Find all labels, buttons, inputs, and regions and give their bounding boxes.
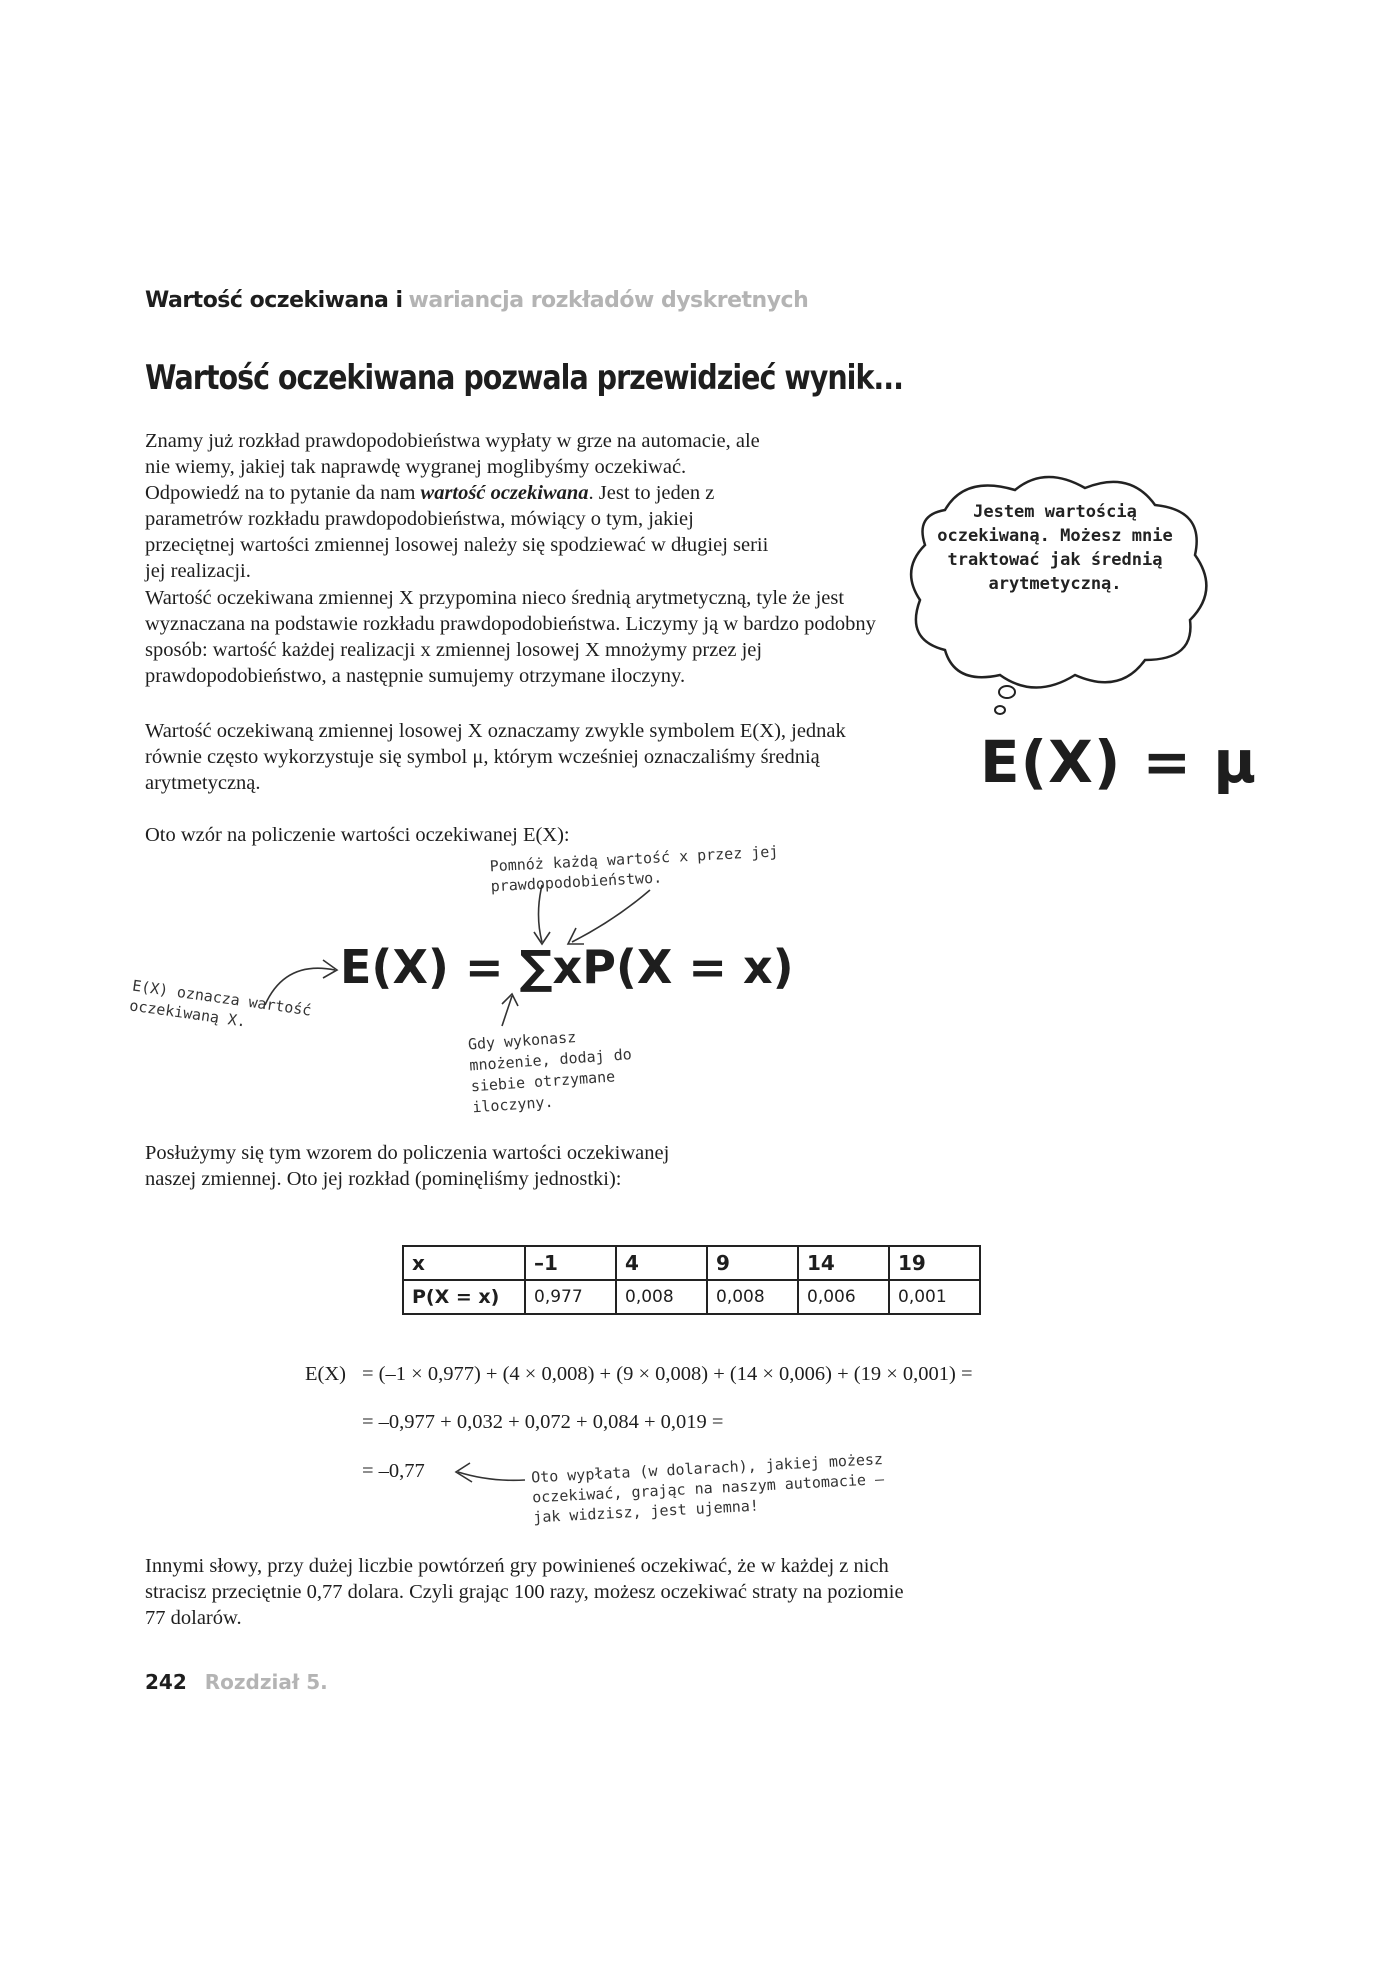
table-cell: 19 [889, 1246, 980, 1280]
paragraph-2: Wartość oczekiwana zmiennej X przypomina nieco średnią arytmetyczną, tyle że jest wyznaczana na podstawie rozkładu prawdopodobieństwa. Liczymy ją w bardzo podobny sposób: wartość każdej realizacji x zmiennej losowej X mnożymy przez jej prawdopodobieństwo, a następnie sumujemy otrzymane iloczyny. [145, 587, 876, 687]
running-header-bold: Wartość oczekiwana i [145, 288, 403, 313]
paragraph-6: Innymi słowy, przy dużej liczbie powtórzeń gry powinieneś oczekiwać, że w każdej z nich stracisz przeciętnie 0,77 dolara. Czyli grając 100 razy, możesz oczekiwać straty na poziomie 77 dolarów. [145, 1555, 904, 1629]
chapter-label: Rozdział 5. [204, 1670, 328, 1694]
table-cell: 0,008 [707, 1280, 798, 1314]
note-result: Oto wypłata (w dolarach), jakiej możesz oczekiwać, grając na naszym automacie — jak widzisz, jest ujemna! [530, 1450, 885, 1527]
arrow-result [450, 1458, 530, 1488]
paragraph-1-text-b: . Jest to jeden z parametrów rozkładu prawdopodobieństwa, mówiący o tym, jakiej przeciętnej wartości zmiennej losowej należy się spodziewać w długiej serii jej realizacji. [145, 482, 769, 582]
calc-line-1: = (–1 × 0,977) + (4 × 0,008) + (9 × 0,008) + (14 × 0,006) + (19 × 0,001) = [362, 1363, 973, 1385]
table-cell: 9 [707, 1246, 798, 1280]
expected-value-formula: E(X) = ∑xP(X = x) [340, 940, 794, 994]
table-cell: 0,006 [798, 1280, 889, 1314]
expected-value-mu-formula: E(X) = μ [980, 728, 1258, 796]
paragraph-1 [145, 428, 785, 584]
paragraph-1-emphasis: wartość oczekiwana [420, 482, 589, 504]
page-number: 242 [145, 1670, 187, 1694]
calc-line-3: = –0,77 [362, 1460, 425, 1482]
arrow-sum [490, 990, 530, 1030]
paragraph-3: Wartość oczekiwaną zmiennej losowej X oznaczamy zwykle symbolem E(X), jednak równie często wykorzystuje się symbol μ, którym wcześniej oznaczaliśmy średnią arytmetyczną. [145, 720, 846, 794]
note-multiply: Pomnóż każdą wartość x przez jej prawdopodobieństwo. [489, 842, 779, 896]
table-cell: 4 [616, 1246, 707, 1280]
table-cell: 14 [798, 1246, 889, 1280]
calc-label: E(X) [305, 1363, 346, 1385]
table-cell: 0,008 [616, 1280, 707, 1314]
paragraph-4: Oto wzór na policzenie wartości oczekiwanej E(X): [145, 824, 570, 846]
page-footer [145, 1670, 328, 1694]
table-cell: 0,977 [525, 1280, 616, 1314]
page-title: Wartość oczekiwana pozwala przewidzieć wynik... [145, 358, 903, 398]
running-header [145, 288, 808, 313]
table-row [403, 1280, 980, 1314]
table-cell: 0,001 [889, 1280, 980, 1314]
running-header-light: wariancja rozkładów dyskretnych [408, 288, 809, 313]
table-cell: –1 [525, 1246, 616, 1280]
table-cell: P(X = x) [403, 1280, 525, 1314]
table-row [403, 1246, 980, 1280]
paragraph-5: Posłużymy się tym wzorem do policzenia wartości oczekiwanej naszej zmiennej. Oto jej rozkład (pominęliśmy jednostki): [145, 1142, 670, 1190]
distribution-table [402, 1245, 981, 1315]
paragraph-1-text-a: Znamy już rozkład prawdopodobieństwa wypłaty w grze na automacie, ale nie wiemy, jakiej tak naprawdę wygranej moglibyśmy oczekiwać. Odpowiedź na to pytanie da nam [145, 430, 760, 504]
table-cell: x [403, 1246, 525, 1280]
note-sum: Gdy wykonasz mnożenie, dodaj do siebie otrzymane iloczyny. [467, 1027, 633, 1117]
calc-line-2: = –0,977 + 0,032 + 0,072 + 0,084 + 0,019 = [362, 1411, 724, 1433]
thought-cloud-text: Jestem wartością oczekiwaną. Możesz mnie traktować jak średnią arytmetyczną. [937, 502, 1173, 594]
note-ex: E(X) oznacza wartość oczekiwaną X. [128, 976, 313, 1031]
